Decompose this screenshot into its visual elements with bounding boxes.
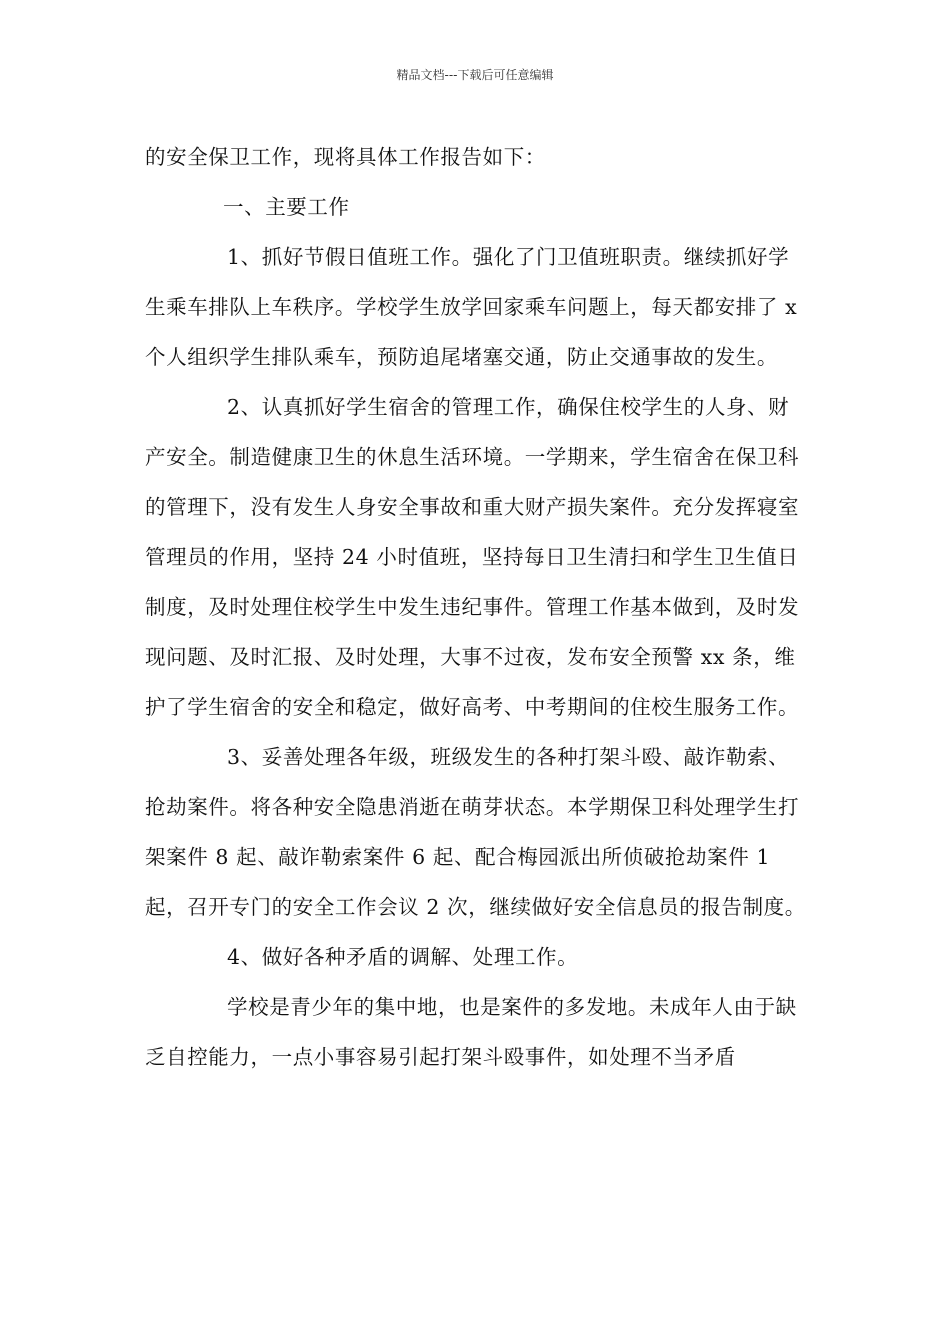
paragraph-item-3: 3、妥善处理各年级，班级发生的各种打架斗殴、敲诈勒索、抢劫案件。将各种安全隐患消逝在萌芽状态。本学期保卫科处理学生打架案件 8 起、敲诈勒索案件 6 起、配合梅园派出所侦破抢劫案件 1 起，召开专门的安全工作会议 2 次，继续做好安全信息员的报告制度。: [145, 745, 806, 919]
page-header: 精品文档---下载后可任意编辑: [396, 68, 554, 82]
paragraph-item-1: 1、抓好节假日值班工作。强化了门卫值班职责。继续抓好学生乘车排队上车秩序。学校学生放学回家乘车问题上，每天都安排了 x 个人组织学生排队乘车，预防追尾堵塞交通，防止交通事故的发生。: [145, 245, 798, 369]
document-body: [145, 132, 810, 1082]
paragraph-item-2: 2、认真抓好学生宿舍的管理工作，确保住校学生的人身、财产安全。制造健康卫生的休息生活环境。一学期来，学生宿舍在保卫科的管理下，没有发生人身安全事故和重大财产损失案件。充分发挥寝室管理员的作用，坚持 24 小时值班，坚持每日卫生清扫和学生卫生值日制度，及时处理住校学生中发生违纪事件。管理工作基本做到，及时发现问题、及时汇报、及时处理，大事不过夜，发布安全预警 xx 条，维护了学生宿舍的安全和稳定，做好高考、中考期间的住校生服务工作。: [145, 395, 800, 719]
section-heading-main-work: 一、主要工作: [223, 195, 350, 219]
paragraph-item-4: 4、做好各种矛盾的调解、处理工作。: [227, 945, 579, 969]
paragraph-intro: 的安全保卫工作，现将具体工作报告如下：: [145, 145, 546, 169]
paragraph-body: 学校是青少年的集中地，也是案件的多发地。未成年人由于缺乏自控能力，一点小事容易引起打架斗殴事件，如处理不当矛盾: [145, 995, 797, 1069]
